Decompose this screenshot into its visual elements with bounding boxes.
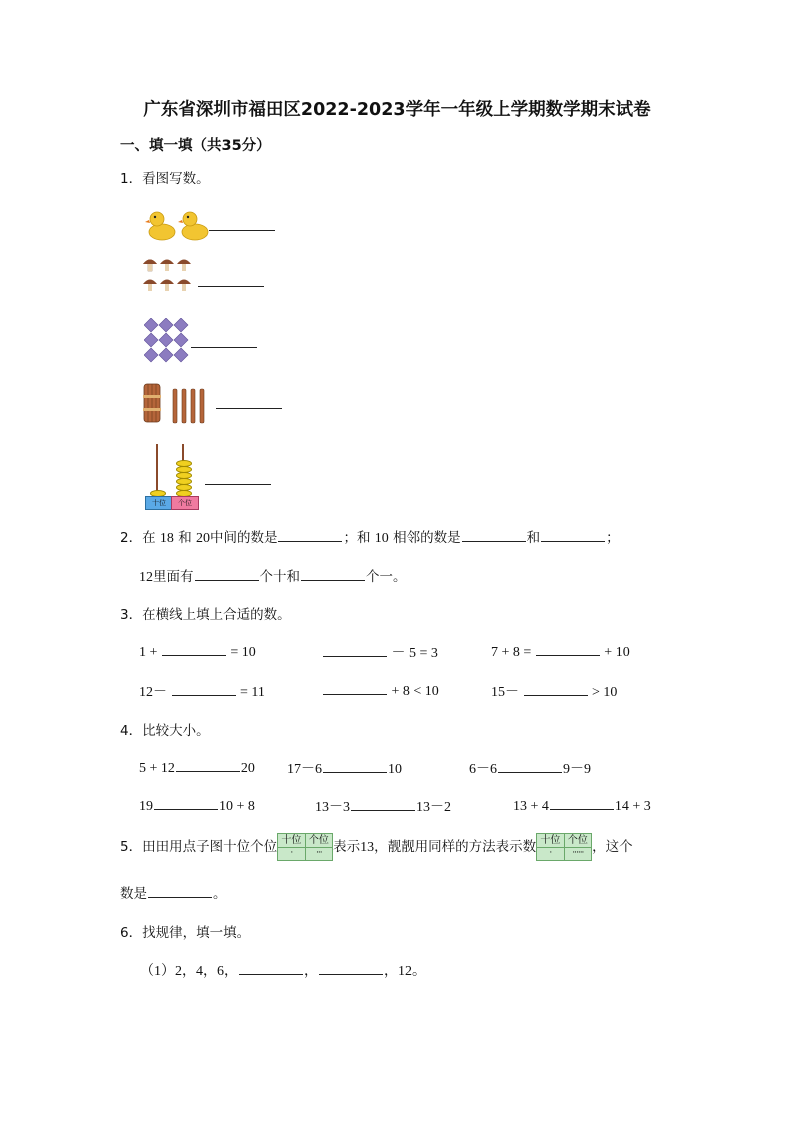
- stick-icon: [191, 389, 195, 423]
- answer-blank[interactable]: [209, 230, 275, 231]
- answer-blank[interactable]: [148, 884, 212, 898]
- abacus-bead: [176, 472, 192, 479]
- diamond-icon: [174, 348, 188, 362]
- question-5-line2: 数是 。: [120, 886, 227, 902]
- abacus-ones-label: 个位: [171, 496, 199, 510]
- mushroom-icon: [143, 260, 157, 272]
- diamond-icon: [174, 333, 188, 347]
- question-2-line2: 12里面有 个十和 个一。: [139, 569, 407, 585]
- diamonds-picture: [144, 318, 190, 364]
- dot-chart-table: 十位 个位 · ······: [536, 833, 592, 861]
- diamond-icon: [144, 348, 158, 362]
- answer-blank[interactable]: [301, 567, 365, 581]
- answer-blank[interactable]: [536, 642, 600, 656]
- answer-blank[interactable]: [550, 796, 614, 810]
- ducks-picture: [145, 208, 213, 242]
- mushroom-icon: [160, 260, 174, 272]
- abacus-bead: [176, 478, 192, 485]
- equation: － 5 = 3: [322, 642, 438, 662]
- answer-blank[interactable]: [498, 759, 562, 773]
- answer-blank[interactable]: [319, 961, 383, 975]
- equation: + 8 < 10: [322, 681, 439, 700]
- answer-blank[interactable]: [195, 567, 259, 581]
- answer-blank[interactable]: [162, 642, 226, 656]
- question-4: 4．比较大小。: [120, 723, 210, 739]
- mushrooms-picture: [142, 256, 196, 296]
- duck-icon: [178, 212, 208, 240]
- stick-icon: [200, 389, 204, 423]
- comparison: 13－3 13－2: [315, 796, 451, 816]
- question-3: 3．在横线上填上合适的数。: [120, 607, 291, 623]
- comparison: 17－6 10: [287, 758, 402, 778]
- answer-blank[interactable]: [323, 681, 387, 695]
- answer-blank[interactable]: [351, 797, 415, 811]
- comparison: 13 + 4 14 + 3: [513, 796, 651, 815]
- duck-icon: [145, 212, 175, 240]
- comparison: 19 10 + 8: [139, 796, 255, 815]
- answer-blank[interactable]: [278, 528, 342, 542]
- answer-blank[interactable]: [176, 758, 240, 772]
- abacus-bead: [176, 466, 192, 473]
- comparison: 6－6 9－9: [469, 758, 591, 778]
- sequence: （1）2，4，6， ， ，12。: [140, 960, 426, 980]
- answer-blank[interactable]: [462, 528, 526, 542]
- dot-chart-table: 十位 个位 · ···: [277, 833, 333, 861]
- abacus-rod-tens: [156, 444, 158, 496]
- equation: 15－ > 10: [491, 681, 617, 701]
- answer-blank[interactable]: [524, 682, 588, 696]
- diamond-icon: [174, 318, 188, 332]
- section-heading: 一、填一填（共35分）: [120, 138, 271, 154]
- equation: 7 + 8 = + 10: [491, 642, 630, 661]
- answer-blank[interactable]: [154, 796, 218, 810]
- sticks-picture: [142, 381, 216, 425]
- answer-blank[interactable]: [205, 484, 271, 485]
- diamond-icon: [159, 333, 173, 347]
- diamond-icon: [144, 318, 158, 332]
- mushroom-icon: [177, 280, 191, 292]
- question-number: 1．: [120, 171, 143, 187]
- stick-bundle-icon: [143, 384, 161, 422]
- abacus-tens-label: 十位: [145, 496, 173, 510]
- mushroom-icon: [160, 280, 174, 292]
- equation: 12－ = 11: [139, 681, 265, 701]
- equation: 1 + = 10: [139, 642, 256, 661]
- answer-blank[interactable]: [323, 759, 387, 773]
- comparison: 5 + 12 20: [139, 758, 255, 777]
- answer-blank[interactable]: [191, 347, 257, 348]
- question-text: 看图写数。: [142, 171, 210, 187]
- answer-blank[interactable]: [323, 643, 387, 657]
- abacus-bead: [176, 484, 192, 491]
- question-5: 5．田田用点子图十位个位 十位 个位 · ··· 表示13，靓靓用同样的方法表示数 十位 个位 · ······ ，这个: [120, 833, 633, 861]
- stick-icon: [173, 389, 177, 423]
- answer-blank[interactable]: [216, 408, 282, 409]
- abacus-bead: [176, 460, 192, 467]
- question-6: 6．找规律，填一填。: [120, 925, 251, 941]
- mushroom-icon: [143, 280, 157, 292]
- diamond-icon: [144, 333, 158, 347]
- stick-icon: [182, 389, 186, 423]
- answer-blank[interactable]: [198, 286, 264, 287]
- answer-blank[interactable]: [172, 682, 236, 696]
- abacus-picture: [145, 444, 199, 510]
- question-1: [120, 167, 210, 187]
- question-2: 2．在 18 和 20中间的数是 ；和 10 相邻的数是 和 ；: [120, 530, 620, 546]
- diamond-icon: [159, 318, 173, 332]
- answer-blank[interactable]: [239, 961, 303, 975]
- mushroom-icon: [177, 260, 191, 272]
- page-title: 广东省深圳市福田区2022-2023学年一年级上学期数学期末试卷: [143, 100, 651, 120]
- answer-blank[interactable]: [541, 528, 605, 542]
- diamond-icon: [159, 348, 173, 362]
